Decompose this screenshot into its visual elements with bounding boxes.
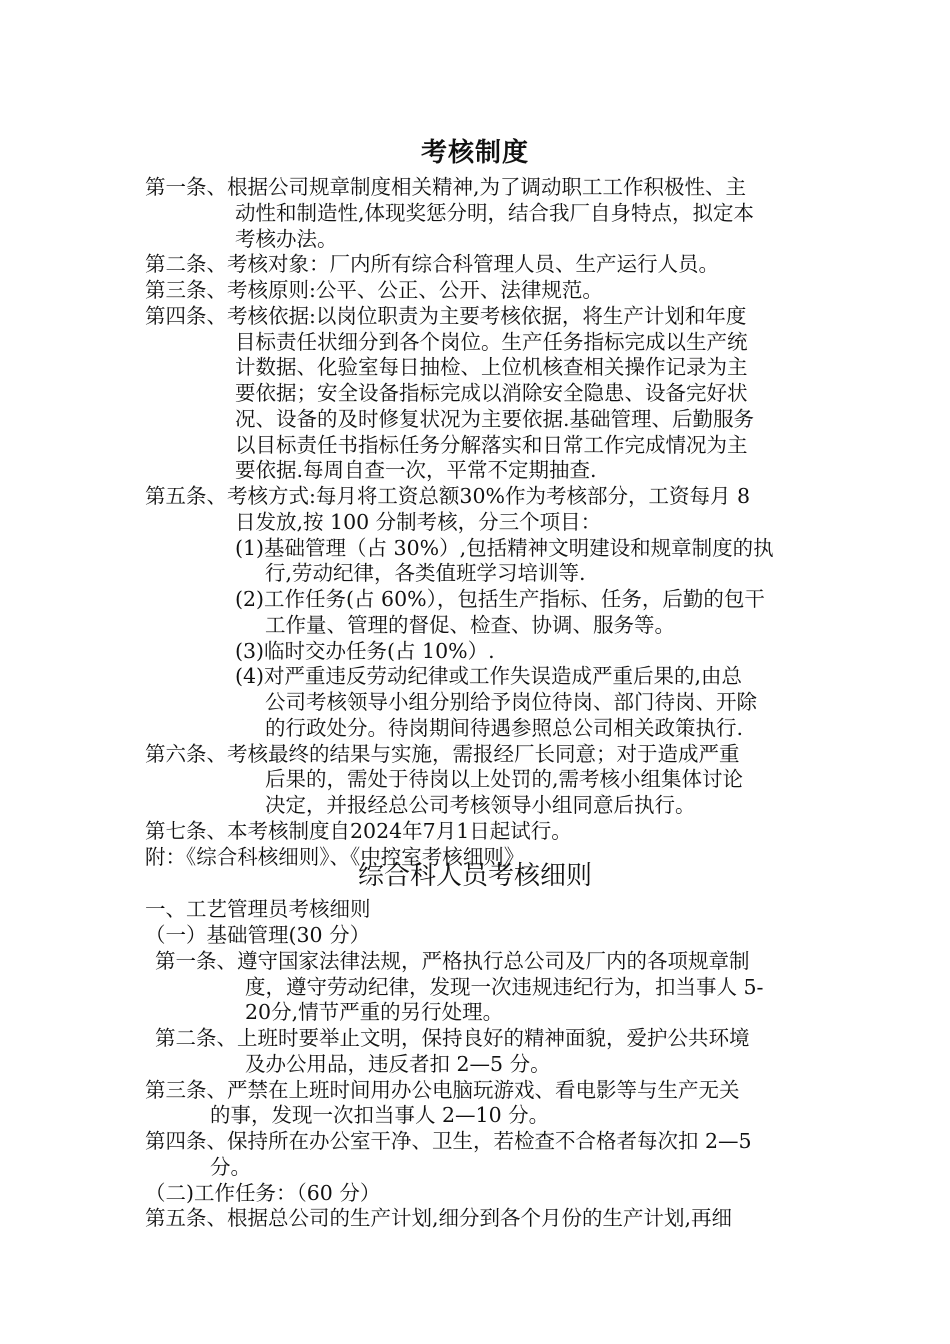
text-line: 公司考核领导小组分别给予岗位待岗、部门待岗、开除: [265, 690, 757, 714]
text-line: 日发放,按 100 分制考核，分三个项目：: [235, 510, 602, 534]
text-line: 第六条、考核最终的结果与实施，需报经厂长同意；对于造成严重: [145, 742, 740, 766]
text-line: (1)基础管理（占 30%）,包括精神文明建设和规章制度的执: [235, 536, 774, 560]
text-line: (2)工作任务(占 60%），包括生产指标、任务，后勤的包干: [235, 587, 765, 611]
text-line: (4)对严重违反劳动纪律或工作失误造成严重后果的,由总: [235, 664, 743, 688]
text-line: 工作量、管理的督促、检查、协调、服务等。: [265, 613, 675, 637]
text-line: (3)临时交办任务(占 10%）.: [235, 639, 495, 663]
text-line: 第三条、严禁在上班时间用办公电脑玩游戏、看电影等与生产无关: [145, 1078, 740, 1102]
text-line: 第三条、考核原则:公平、公正、公开、法律规范。: [145, 278, 603, 302]
text-line: 附：《综合科核细则》、《中控室考核细则》: [145, 845, 525, 869]
text-line: 以目标责任书指标任务分解落实和日常工作完成情况为主: [235, 433, 748, 457]
text-line: 分。: [210, 1155, 251, 1179]
text-line: 第一条、根据公司规章制度相关精神,为了调动职工工作积极性、主: [145, 175, 747, 199]
text-line: 第七条、本考核制度自2024年7月1日起试行。: [145, 819, 572, 843]
text-line: （二)工作任务：（60 分）: [145, 1181, 381, 1205]
text-line: 一、工艺管理员考核细则: [145, 897, 371, 921]
text-line: 第五条、考核方式:每月将工资总额30%作为考核部分，工资每月 8: [145, 484, 751, 508]
text-line: 第二条、考核对象：厂内所有综合科管理人员、生产运行人员。: [145, 252, 719, 276]
text-line: 要依据.每周自查一次，平常不定期抽查.: [235, 458, 597, 482]
text-line: 第五条、根据总公司的生产计划,细分到各个月份的生产计划,再细: [145, 1206, 733, 1230]
text-line: 的行政处分。待岗期间待遇参照总公司相关政策执行.: [265, 716, 744, 740]
text-line: 要依据；安全设备指标完成以消除安全隐患、设备完好状: [235, 381, 748, 405]
text-line: 第二条、上班时要举止文明，保持良好的精神面貌，爱护公共环境: [155, 1026, 750, 1050]
text-line: 计数据、化验室每日抽检、上位机核查相关操作记录为主: [235, 355, 748, 379]
text-line: 第四条、考核依据:以岗位职责为主要考核依据，将生产计划和年度: [145, 304, 747, 328]
text-line: （一）基础管理(30 分）: [145, 923, 371, 947]
text-line: 况、设备的及时修复状况为主要依据.基础管理、后勤服务: [235, 407, 755, 431]
text-line: 度，遵守劳动纪律，发现一次违规违纪行为，扣当事人 5-: [245, 975, 764, 999]
text-line: 动性和制造性,体现奖惩分明，结合我厂自身特点，拟定本: [235, 201, 755, 225]
text-line: 行,劳动纪律，各类值班学习培训等.: [265, 561, 586, 585]
section-title: 综合科人员考核细则: [357, 861, 592, 891]
text-line: 目标责任状细分到各个岗位。生产任务指标完成以生产统: [235, 330, 748, 354]
text-line: 第一条、遵守国家法律法规，严格执行总公司及厂内的各项规章制: [155, 949, 750, 973]
text-line: 第四条、保持所在办公室干净、卫生，若检查不合格者每次扣 2—5: [145, 1129, 752, 1153]
text-line: 的事，发现一次扣当事人 2—10 分。: [210, 1103, 550, 1127]
text-line: 20分,情节严重的另行处理。: [245, 1000, 504, 1024]
text-line: 及办公用品，违反者扣 2—5 分。: [245, 1052, 551, 1076]
text-line: 后果的，需处于待岗以上处罚的,需考核小组集体讨论: [265, 767, 744, 791]
text-line: 考核办法。: [235, 227, 338, 251]
document-title: 考核制度: [420, 138, 529, 168]
text-line: 决定，并报经总公司考核领导小组同意后执行。: [265, 793, 696, 817]
